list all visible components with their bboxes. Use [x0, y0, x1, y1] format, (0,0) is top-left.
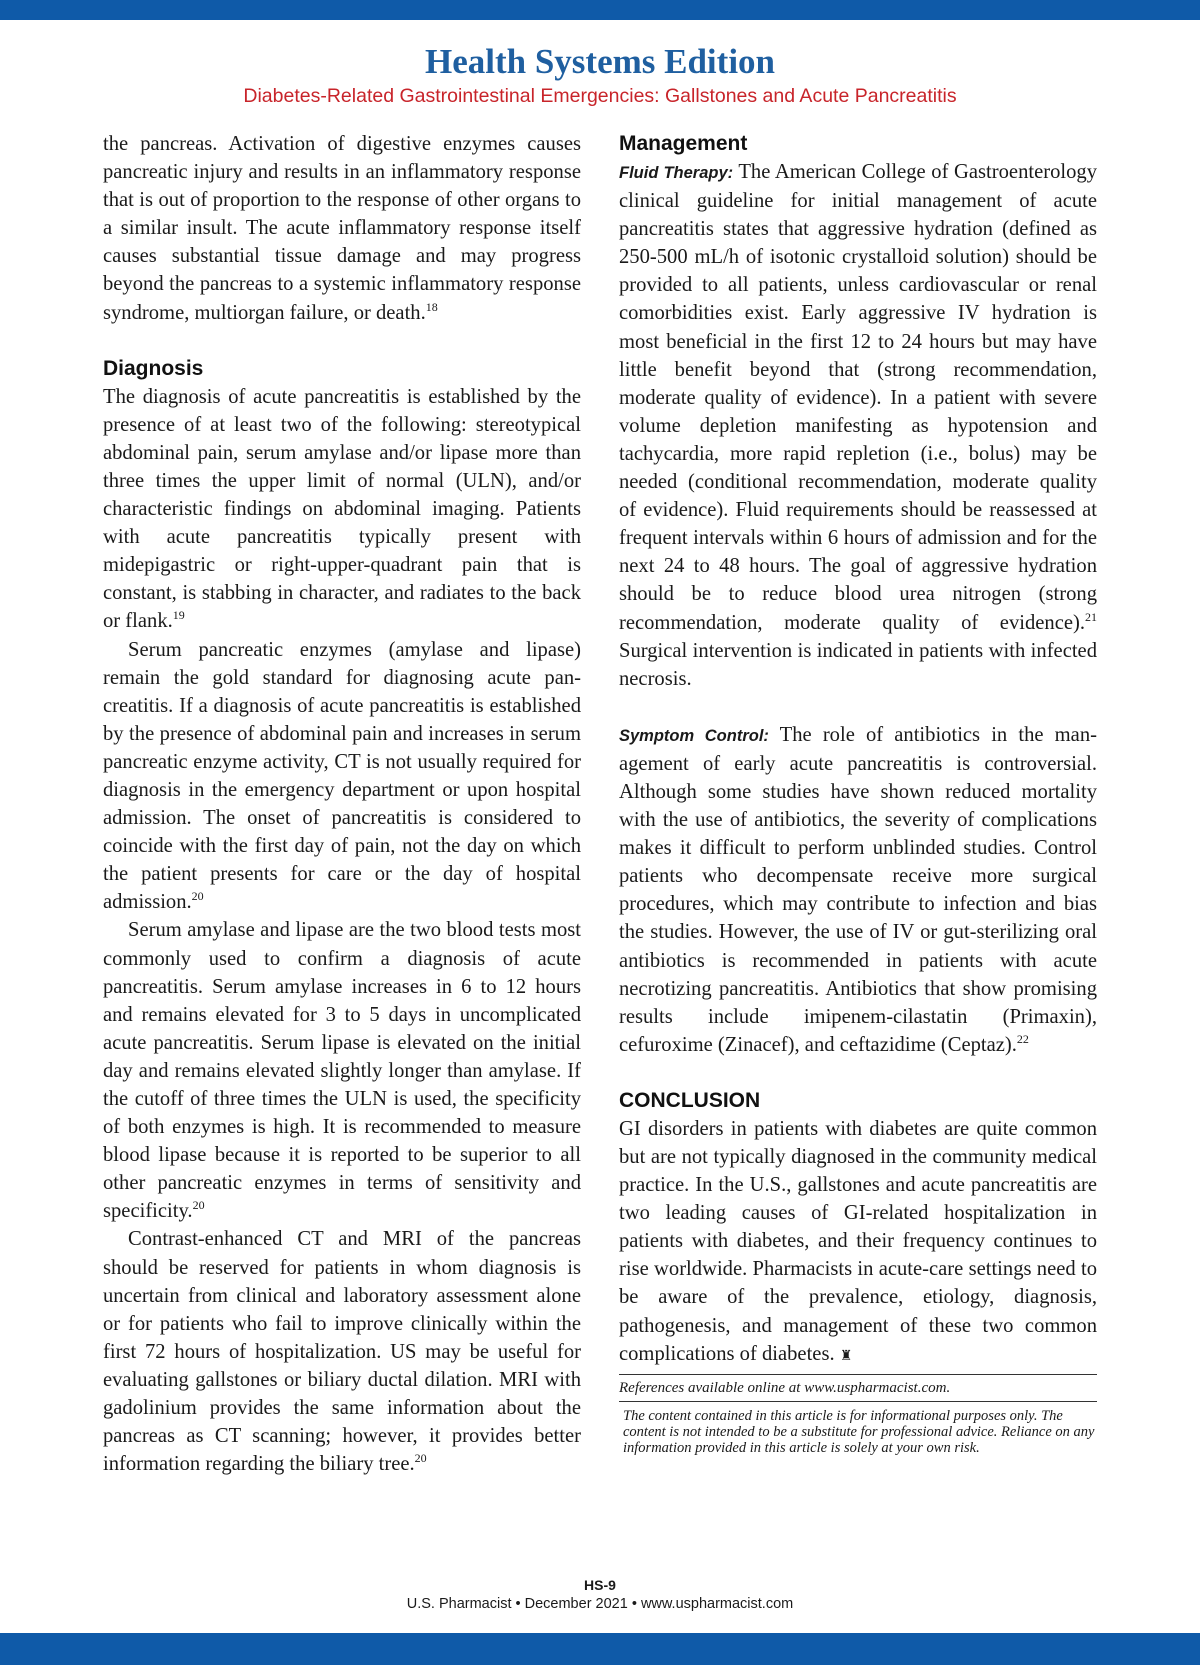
references-note: References available online at www.uspharmacist.com. — [619, 1374, 1097, 1402]
edition-title: Health Systems Edition — [424, 42, 776, 81]
conclusion-text: GI disorders in patients with diabetes are quite common but are not typically diagnosed in the community medical practice. In the U.S., gallstones and acute pancreatitis are two leading causes of GI-related hospitalization in patients with diabetes, and their frequency continues to rise worldwide. Pharmacists in acute-care settings need to be aware of the prevalence, etiology, diagnosis, pathogenesis, and management of these two common complications of diabetes. — [619, 1117, 1097, 1365]
spacer — [619, 1059, 1097, 1087]
diagnosis-text-3: Serum amylase and lipase are the two blood tests most commonly used to confirm a diagnosis of acute pancreatitis. Serum amylase increases in 6 to 12 hours and remains elevated for 3 to 5 days in uncomplicated acute pancreatitis. Serum lipase is elevated on the initial day and remains elevated slightly longer than amylase. If the cutoff of three times the ULN is used, the specificity of both enzymes is high. It is recommended to measure blood lipase because it is reported to be superior to all other pancreatic enzymes in terms of sensitivity and specificity. — [103, 919, 581, 1223]
management-heading: Management — [619, 132, 748, 155]
top-color-bar — [0, 0, 1200, 20]
intro-paragraph — [103, 130, 581, 327]
diagnosis-reference-3: 20 — [192, 1198, 205, 1213]
conclusion-heading: CONCLUSION — [619, 1088, 761, 1112]
fluid-therapy-label: Fluid Therapy: — [619, 164, 734, 182]
article-subtitle: Diabetes-Related Gastrointestinal Emergencies: Gallstones and Acute Pancreatitis — [243, 85, 957, 107]
disclaimer: The content contained in this article is for informational purposes only. The content is not intended to be a substitute for professional advice. Reliance on any information provided in this article is solely at your own risk. — [623, 1407, 1095, 1456]
page-footer — [0, 1576, 1200, 1614]
symptom-control-label: Symptom Control: — [619, 726, 769, 745]
diagnosis-reference-2: 20 — [191, 889, 204, 904]
bottom-color-bar — [0, 1633, 1200, 1665]
right-column — [619, 130, 1097, 1456]
fluid-therapy-tail: Surgical intervention is indicated in patients with infected necrosis. — [619, 639, 1097, 690]
left-column — [103, 130, 581, 1478]
diagnosis-reference-4: 20 — [414, 1451, 427, 1466]
diagnosis-text-1: The diagnosis of acute pancreatitis is established by the presence of at least two of the following: stereotypical abdominal pain, serum amylase and/or lipase more than three times the upper limit of normal (ULN), and/or characteristic findings on abdominal imaging. Patients with acute pancreatitis typically present with midepigastric or right-upper-quadrant pain that is constant, is stabbing in character, and radiates to the back or flank. — [103, 385, 581, 633]
intro-text: the pancreas. Activation of digestive enzymes causes pancreatic injury and results in an inflammatory response that is out of proportion to the response of other organs to a similar insult. The acute inflammatory response itself causes substantial tissue damage and may progress beyond the pancreas to a systemic inflammatory response syndrome, multiorgan failure, or death. — [103, 133, 581, 324]
spacer — [103, 327, 581, 355]
diagnosis-text-2: Serum pancreatic enzymes (amylase and lipase) remain the gold standard for diagnosing acute pancreatitis. If a diagnosis of acute pancreatitis is established by the presence of abdominal pain and increases in serum pancreatic enzyme activity, CT is not usually required for diagnosis in the emergency department or upon hospital admission. The onset of pancreatitis is considered to coincide with the first day of pain, not the day on which the patient presents for care or the day of hospital admission. — [103, 638, 581, 914]
diagnosis-paragraph-4 — [103, 1225, 581, 1478]
fluid-therapy-text: The American College of Gastroenterology clinical guideline for initial management of acute pancreatitis states that aggressive hydration (defined as 250-500 mL/h of isotonic crystalloid solution) should be provided to all patients, unless cardiovascular or renal comorbidities exist. Early aggressive IV hydration is most beneficial in the first 12 to 24 hours but may have little benefit beyond that (strong recommendation, moderate quality of evidence). In a patient with severe volume depletion manifesting as hypotension and tachycardia, more rapid repletion (i.e., bolus) may be needed (conditional recommendation, moderate quality of evidence). Fluid requirements should be reassessed at frequent intervals within 6 hours of admission and for the next 24 to 48 hours. The goal of aggressive hydration should be to reduce blood urea nitrogen (strong recommendation, moderate quality of evidence). — [619, 161, 1097, 634]
page-header — [0, 40, 1200, 108]
spacer — [619, 693, 1097, 721]
publication-line: U.S. Pharmacist • December 2021 • www.uspharmacist.com — [406, 1596, 794, 1612]
page-number: HS-9 — [584, 1577, 616, 1593]
diagnosis-heading: Diagnosis — [103, 356, 204, 380]
symptom-control-paragraph — [619, 721, 1097, 1059]
symptom-control-reference: 22 — [1016, 1031, 1029, 1046]
conclusion-paragraph — [619, 1115, 1097, 1370]
fluid-therapy-reference: 21 — [1085, 609, 1097, 624]
fluid-therapy-paragraph — [619, 158, 1097, 693]
diagnosis-paragraph-3 — [103, 916, 581, 1225]
diagnosis-text-4: Contrast-enhanced CT and MRI of the pancreas should be reserved for patients in whom diagnosis is uncertain from clinical and laboratory assessment alone or for patients who fail to improve clinically within the first 72 hours of hospitalization. US may be useful for evaluating gallstones or biliary ductal dilation. MRI with gadolinium provides the same information about the pancreas as CT scanning; however, it provides better information regarding the biliary tree. — [103, 1228, 581, 1476]
diagnosis-reference-1: 19 — [172, 608, 185, 623]
diagnosis-paragraph-2 — [103, 636, 581, 917]
diagnosis-paragraph-1 — [103, 383, 581, 636]
end-of-article-icon: ♜ — [839, 1347, 853, 1364]
intro-reference: 18 — [425, 299, 438, 314]
symptom-control-text: The role of antibiotics in the management of early acute pancreatitis is controversial. Although some studies have shown reduced mortality with the use of antibiotics, the severity of complications makes it difficult to perform unblinded studies. Control patients who decompensate receive more surgical procedures, which may contribute to infection and bias the studies. However, the use of IV or gut-sterilizing oral antibiotics is recommended in patients with acute necrotizing pancreatitis. Antibiotics that show promising results include imipenem-cilastatin (Primaxin), cefuroxime (Zinacef), and ceftazidime (Ceptaz). — [619, 723, 1097, 1056]
